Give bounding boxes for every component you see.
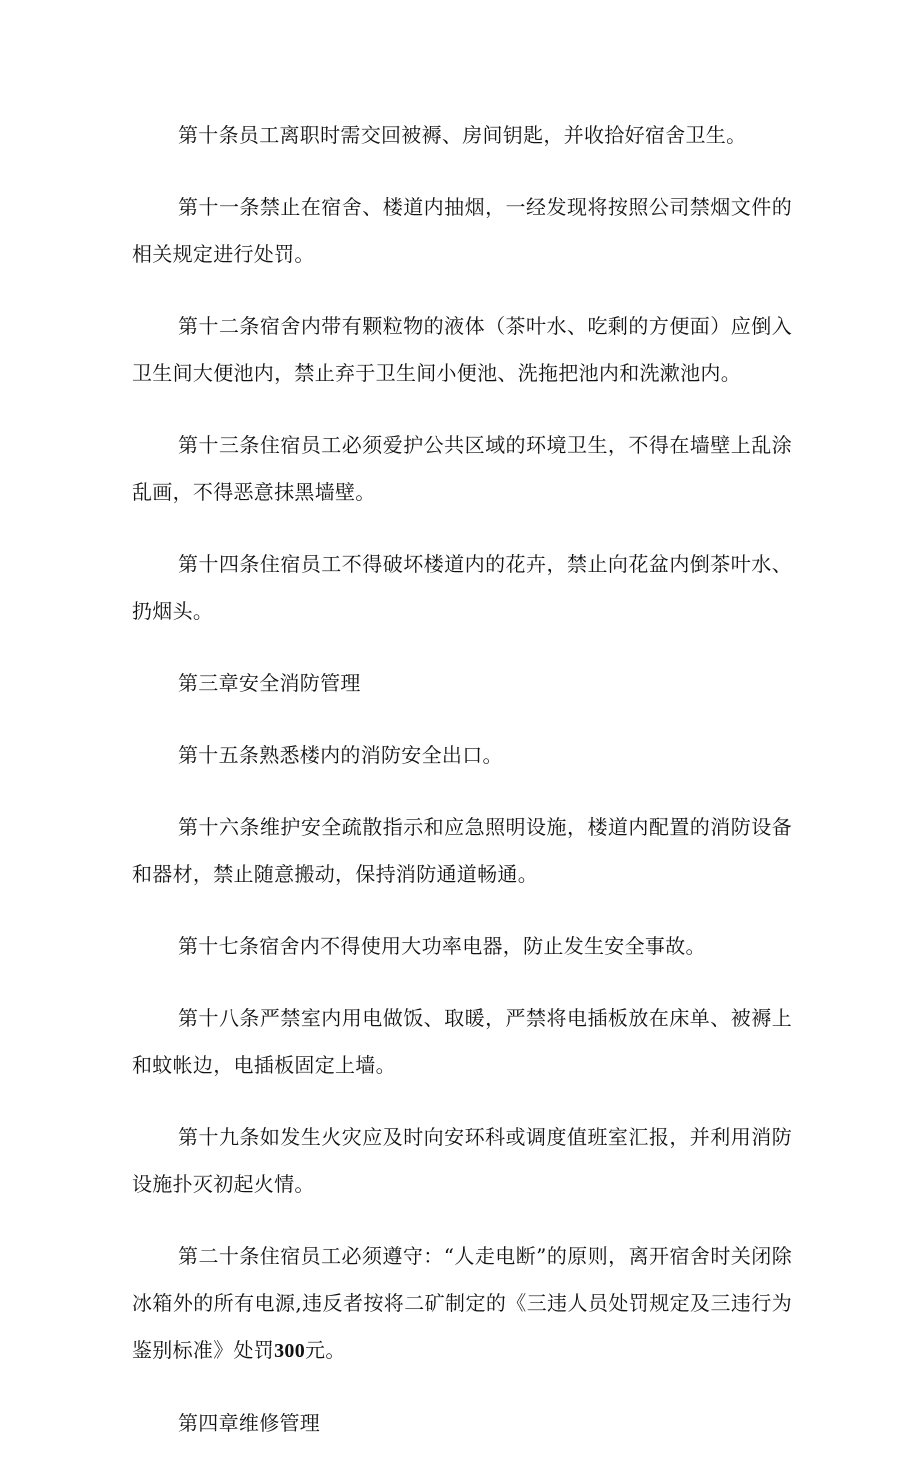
article-13: 第十三条住宿员工必须爱护公共区域的环境卫生，不得在墙壁上乱涂乱画，不得恶意抹黑墙壁。 — [132, 433, 792, 504]
chapter-4-heading: 第四章维修管理 — [178, 1411, 321, 1435]
article-20-text: 第二十条住宿员工必须遵守：“人走电断”的原则，离开宿舍时关闭除冰箱外的所有电源,违反者按将二矿制定的《三违人员处罚规定及三违行为鉴别标准》处罚 — [132, 1244, 792, 1362]
article-16: 第十六条维护安全疏散指示和应急照明设施，楼道内配置的消防设备和器材，禁止随意搬动，保持消防通道畅通。 — [132, 815, 792, 886]
article-19: 第十九条如发生火灾应及时向安环科或调度值班室汇报，并利用消防设施扑灭初起火情。 — [132, 1125, 792, 1196]
article-17: 第十七条宿舍内不得使用大功率电器，防止发生安全事故。 — [178, 934, 706, 958]
chapter-3-heading: 第三章安全消防管理 — [178, 671, 361, 695]
article-10: 第十条员工离职时需交回被褥、房间钥匙，并收拾好宿舍卫生。 — [178, 123, 747, 147]
article-12: 第十二条宿舍内带有颗粒物的液体（茶叶水、吃剩的方便面）应倒入卫生间大便池内，禁止弃于卫生间小便池、洗拖把池内和洗漱池内。 — [132, 314, 792, 385]
article-18: 第十八条严禁室内用电做饭、取暖，严禁将电插板放在床单、被褥上和蚊帐边，电插板固定上墙。 — [132, 1006, 792, 1077]
article-20 — [132, 1233, 792, 1375]
article-11: 第十一条禁止在宿舍、楼道内抽烟，一经发现将按照公司禁烟文件的相关规定进行处罚。 — [132, 195, 792, 266]
document-body — [132, 112, 792, 1472]
fine-amount: 300 — [274, 1340, 306, 1362]
article-15: 第十五条熟悉楼内的消防安全出口。 — [178, 743, 503, 767]
article-14: 第十四条住宿员工不得破坏楼道内的花卉，禁止向花盆内倒茶叶水、扔烟头。 — [132, 552, 792, 623]
article-20-suffix: 元。 — [305, 1338, 346, 1362]
